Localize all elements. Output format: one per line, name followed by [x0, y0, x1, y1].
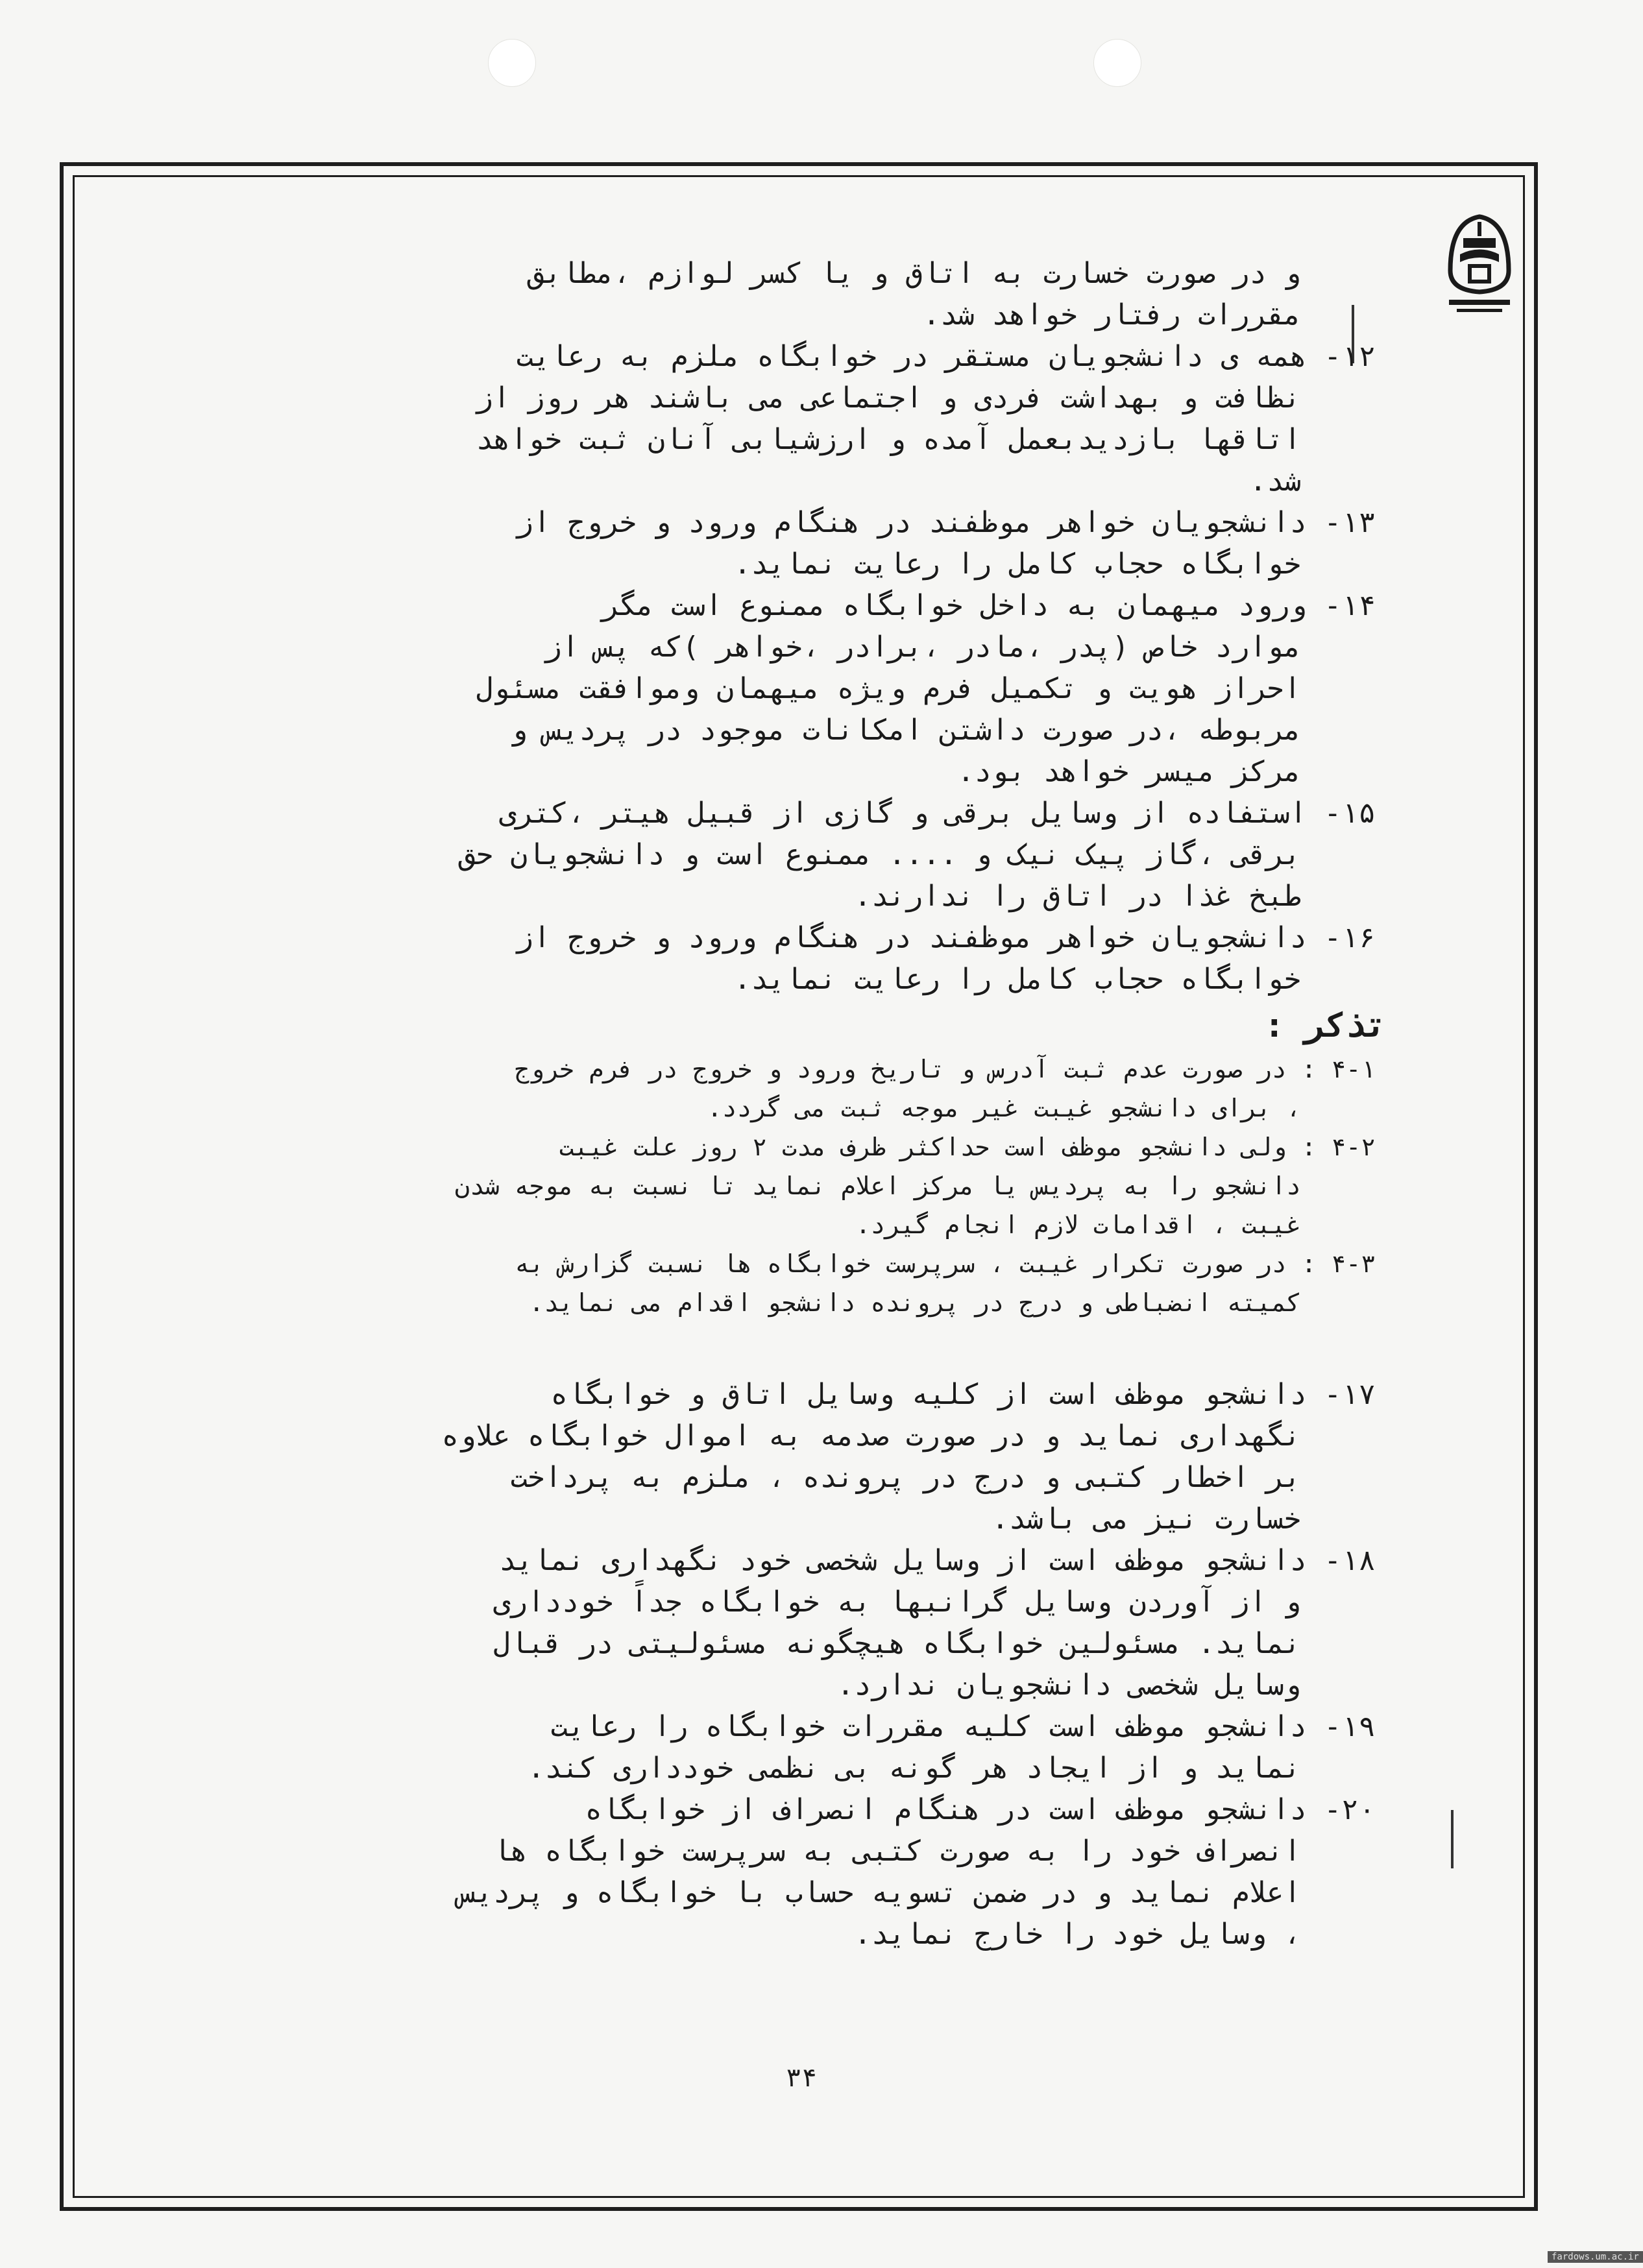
note-heading: تذکر :	[1264, 1006, 1386, 1045]
text-line: اعلام نماید و در ضمن تسویه حساب با خوابگاه و پردیس	[458, 1876, 1301, 1909]
text-line: و از آوردن وسایل گرانبها به خوابگاه جداً خودداری	[493, 1586, 1301, 1619]
text-line: موارد خاص (پدر ،مادر ،برادر ،خواهر )که پس از	[544, 631, 1301, 664]
text-line: مرکز میسر خواهد بود.	[957, 755, 1301, 788]
text-line: ۱۳- دانشجویان خواهر موظفند در هنگام ورود و خروج از	[516, 506, 1376, 539]
text-line: ۱۶- دانشجویان خواهر موظفند در هنگام ورود و خروج از	[516, 921, 1376, 954]
text-line: نماید. مسئولین خوابگاه هیچگونه مسئولیتی در قبال	[493, 1627, 1301, 1660]
text-line: نماید و از ایجاد هر گونه بی نظمی خودداری کند.	[527, 1752, 1301, 1785]
text-line: ۱۹- دانشجو موظف است کلیه مقررات خوابگاه را رعایت	[550, 1710, 1376, 1743]
text-line: ۴-۱ : در صورت عدم ثبت آدرس و تاریخ ورود و خروج در فرم خروج	[515, 1055, 1376, 1083]
text-line: مربوطه ،در صورت داشتن امکانات موجود در پردیس و	[510, 714, 1301, 747]
text-line: طبخ غذا در اتاق را ندارند.	[854, 880, 1301, 913]
text-line: ۱۲- همه ی دانشجویان مستقر در خوابگاه ملزم به رعایت	[516, 340, 1376, 373]
text-line: ۲۰- دانشجو موظف است در هنگام انصراف از خوابگاه	[585, 1793, 1376, 1826]
text-line: کمیته انضباطی و درج در پرونده دانشجو اقدام می نماید.	[529, 1288, 1301, 1317]
note-items	[149, 1050, 1376, 1322]
text-line: احراز هویت و تکمیل فرم ویژه میهمان وموافقت مسئول	[476, 672, 1301, 705]
page-number: ۳۴	[785, 2063, 818, 2093]
text-line: برقی ،گاز پیک نیک و .... ممنوع است و دانشجویان حق	[458, 838, 1301, 871]
margin-mark	[1451, 1810, 1454, 1868]
section-gap	[149, 1322, 1376, 1374]
text-line: شد.	[1249, 464, 1301, 498]
text-line: ۴-۲ : ولی دانشجو موظف است حداکثر ظرف مدت ۲ روز علت غیبت	[559, 1133, 1376, 1161]
text-line: و در صورت خسارت به اتاق و یا کسر لوازم ،مطابق	[527, 257, 1301, 290]
text-line: انصراف خود را به صورت کتبی به سرپرست خوابگاه ها	[493, 1835, 1301, 1868]
text-line: بر اخطار کتبی و درج در پرونده ، ملزم به پرداخت	[510, 1461, 1301, 1494]
punch-hole-right	[1093, 39, 1141, 87]
regulation-items-continued	[149, 1374, 1376, 1955]
text-line: نگهداری نماید و در صورت صدمه به اموال خوابگاه علاوه	[441, 1419, 1301, 1453]
text-line: ۱۴- ورود میهمان به داخل خوابگاه ممنوع است مگر	[602, 589, 1376, 622]
text-line: خوابگاه حجاب کامل را رعایت نماید.	[733, 963, 1301, 996]
text-line: ، وسایل خود را خارج نماید.	[854, 1918, 1301, 1951]
text-line: نظافت و بهداشت فردی و اجتماعی می باشند هر روز از	[476, 381, 1301, 415]
punch-hole-left	[488, 39, 536, 87]
regulation-items	[149, 253, 1376, 1000]
footer-stamp: fardows.um.ac.ir	[1548, 2251, 1643, 2263]
text-line: ۱۷- دانشجو موظف است از کلیه وسایل اتاق و خوابگاه	[550, 1378, 1376, 1411]
text-line: غیبت ، اقدامات لازم انجام گیرد.	[855, 1211, 1301, 1239]
text-line: ۱۵- استفاده از وسایل برقی و گازی از قبیل هیتر ،کتری	[498, 797, 1376, 830]
text-line: دانشجو را به پردیس یا مرکز اعلام نماید تا نسبت به موجه شدن	[454, 1172, 1301, 1200]
text-line: مقررات رفتار خواهد شد.	[923, 298, 1301, 332]
text-line: وسایل شخصی دانشجویان ندارد.	[836, 1669, 1301, 1702]
text-line: خسارت نیز می باشد.	[992, 1502, 1301, 1536]
university-emblem-icon	[1444, 209, 1515, 319]
text-line: ، برای دانشجو غیبت غیر موجه ثبت می گردد.	[707, 1094, 1301, 1122]
text-line: اتاقها بازدیدبعمل آمده و ارزشیابی آنان ثبت خواهد	[476, 423, 1301, 456]
text-line: ۴-۳ : در صورت تکرار غیبت ، سرپرست خوابگاه ها نسبت گزارش به	[515, 1249, 1376, 1278]
text-line: ۱۸- دانشجو موظف است از وسایل شخصی خود نگهداری نماید	[498, 1544, 1376, 1577]
text-line: خوابگاه حجاب کامل را رعایت نماید.	[733, 548, 1301, 581]
document-body	[149, 253, 1386, 1955]
